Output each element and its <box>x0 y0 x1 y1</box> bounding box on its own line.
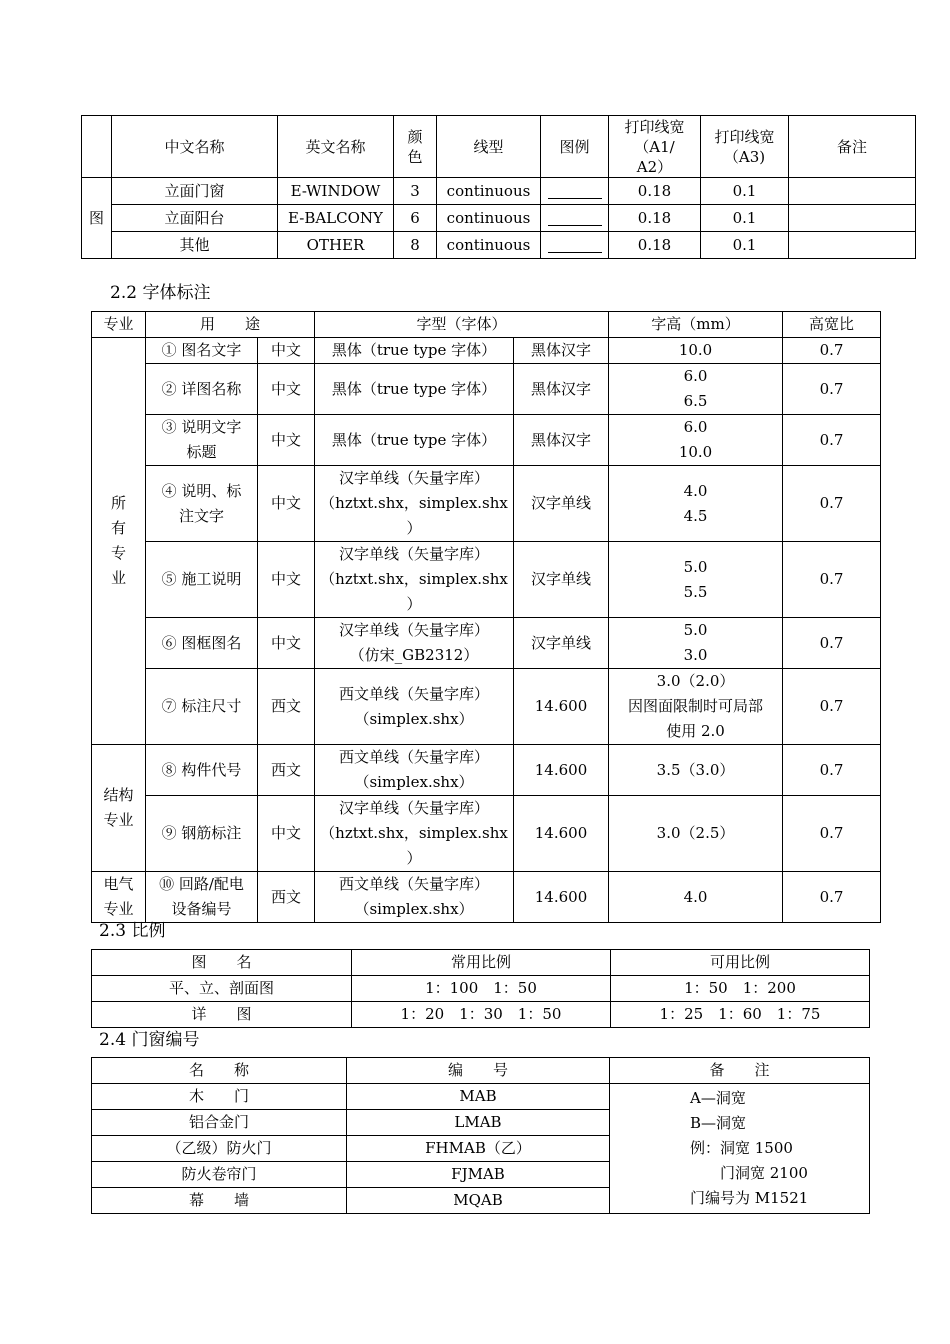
section-title-fonts: 2.2 字体标注 <box>110 283 211 303</box>
door-name-cell: 木 门 <box>92 1084 347 1110</box>
layer-width-a3: 0.1 <box>701 232 789 259</box>
door-name-cell: 幕 墙 <box>92 1188 347 1214</box>
usage-cell: ① 图名文字 <box>146 338 258 364</box>
header-name: 名 称 <box>92 1058 347 1084</box>
section-title-scale: 2.3 比例 <box>99 921 166 941</box>
height-cell: 3.5（3.0） <box>609 745 783 796</box>
font-type-cell: 14.600 <box>514 796 609 872</box>
usage-cell: ② 详图名称 <box>146 364 258 415</box>
ratio-cell: 0.7 <box>783 542 881 618</box>
layer-color: 6 <box>394 205 437 232</box>
lang-cell: 西文 <box>258 872 315 923</box>
font-type-cell: 黑体汉字 <box>514 364 609 415</box>
layer-remark <box>789 232 916 259</box>
usage-cell: ⑦ 标注尺寸 <box>146 669 258 745</box>
height-cell: 3.0（2.5） <box>609 796 783 872</box>
height-cell: 5.0 5.5 <box>609 542 783 618</box>
header-legend: 图例 <box>541 116 609 178</box>
font-type-cell: 黑体汉字 <box>514 338 609 364</box>
layer-en: E-BALCONY <box>278 205 394 232</box>
layer-linetype: continuous <box>437 232 541 259</box>
layer-legend <box>541 178 609 205</box>
usage-cell: ⑥ 图框图名 <box>146 618 258 669</box>
header-linetype: 线型 <box>437 116 541 178</box>
lang-cell: 中文 <box>258 338 315 364</box>
layer-legend <box>541 232 609 259</box>
font-cell: 汉字单线（矢量字库） （hztxt.shx，simplex.shx ） <box>315 466 514 542</box>
group-label: 图 <box>82 178 112 259</box>
common-scale-cell: 1：20 1：30 1：50 <box>352 1002 611 1028</box>
font-table <box>91 311 881 923</box>
layer-cn: 其他 <box>112 232 278 259</box>
door-code-cell: MAB <box>347 1084 610 1110</box>
font-type-cell: 汉字单线 <box>514 466 609 542</box>
header-width-a1a2: 打印线宽 （A1/ A2） <box>609 116 701 178</box>
drawing-name-cell: 平、立、剖面图 <box>92 976 352 1002</box>
door-table <box>91 1057 870 1214</box>
ratio-cell: 0.7 <box>783 364 881 415</box>
usage-cell: ⑤ 施工说明 <box>146 542 258 618</box>
font-type-cell: 黑体汉字 <box>514 415 609 466</box>
legend-line-icon <box>548 184 602 199</box>
ratio-cell: 0.7 <box>783 415 881 466</box>
height-cell: 6.0 6.5 <box>609 364 783 415</box>
common-scale-cell: 1：100 1：50 <box>352 976 611 1002</box>
layer-width-a1a2: 0.18 <box>609 232 701 259</box>
ratio-cell: 0.7 <box>783 618 881 669</box>
font-type-cell: 14.600 <box>514 669 609 745</box>
ratio-cell: 0.7 <box>783 872 881 923</box>
group-structure: 结构 专业 <box>92 745 146 872</box>
door-code-cell: FJMAB <box>347 1162 610 1188</box>
font-cell: 西文单线（矢量字库） （simplex.shx） <box>315 669 514 745</box>
font-type-cell: 14.600 <box>514 872 609 923</box>
ratio-cell: 0.7 <box>783 338 881 364</box>
font-type-cell: 汉字单线 <box>514 618 609 669</box>
door-name-cell: （乙级）防火门 <box>92 1136 347 1162</box>
layer-remark <box>789 178 916 205</box>
drawing-name-cell: 详 图 <box>92 1002 352 1028</box>
font-cell: 黑体（true type 字体） <box>315 415 514 466</box>
optional-scale-cell: 1：25 1：60 1：75 <box>611 1002 870 1028</box>
header-code: 编 号 <box>347 1058 610 1084</box>
header-optional-scale: 可用比例 <box>611 950 870 976</box>
ratio-cell: 0.7 <box>783 669 881 745</box>
layer-color: 3 <box>394 178 437 205</box>
ratio-cell: 0.7 <box>783 745 881 796</box>
usage-cell: ⑧ 构件代号 <box>146 745 258 796</box>
header-width-a3: 打印线宽 （A3) <box>701 116 789 178</box>
header-drawing-name: 图 名 <box>92 950 352 976</box>
lang-cell: 中文 <box>258 364 315 415</box>
height-cell: 4.0 4.5 <box>609 466 783 542</box>
height-cell: 4.0 <box>609 872 783 923</box>
lang-cell: 西文 <box>258 745 315 796</box>
usage-cell: ⑩ 回路/配电 设备编号 <box>146 872 258 923</box>
layer-cn: 立面门窗 <box>112 178 278 205</box>
header-en-name: 英文名称 <box>278 116 394 178</box>
font-type-cell: 汉字单线 <box>514 542 609 618</box>
lang-cell: 中文 <box>258 466 315 542</box>
group-electric: 电气 专业 <box>92 872 146 923</box>
empty-header-cell <box>82 116 112 178</box>
layer-remark <box>789 205 916 232</box>
height-cell: 5.0 3.0 <box>609 618 783 669</box>
header-major: 专业 <box>92 312 146 338</box>
usage-cell: ⑨ 钢筋标注 <box>146 796 258 872</box>
lang-cell: 中文 <box>258 796 315 872</box>
header-ratio: 高宽比 <box>783 312 881 338</box>
layer-table <box>81 115 916 259</box>
font-cell: 汉字单线（矢量字库） （仿宋_GB2312） <box>315 618 514 669</box>
height-cell: 10.0 <box>609 338 783 364</box>
group-all-majors: 所 有 专 业 <box>92 338 146 745</box>
layer-linetype: continuous <box>437 205 541 232</box>
section-title-doors: 2.4 门窗编号 <box>99 1030 200 1050</box>
height-cell: 6.0 10.0 <box>609 415 783 466</box>
font-type-cell: 14.600 <box>514 745 609 796</box>
layer-color: 8 <box>394 232 437 259</box>
header-common-scale: 常用比例 <box>352 950 611 976</box>
ratio-cell: 0.7 <box>783 796 881 872</box>
legend-line-icon <box>548 211 602 226</box>
layer-en: E-WINDOW <box>278 178 394 205</box>
layer-width-a3: 0.1 <box>701 205 789 232</box>
door-name-cell: 铝合金门 <box>92 1110 347 1136</box>
header-remark: 备注 <box>789 116 916 178</box>
font-cell: 西文单线（矢量字库） （simplex.shx） <box>315 872 514 923</box>
legend-line-icon <box>548 238 602 253</box>
lang-cell: 中文 <box>258 542 315 618</box>
door-code-cell: FHMAB（乙） <box>347 1136 610 1162</box>
font-cell: 西文单线（矢量字库） （simplex.shx） <box>315 745 514 796</box>
lang-cell: 西文 <box>258 669 315 745</box>
header-height: 字高（mm） <box>609 312 783 338</box>
door-name-cell: 防火卷帘门 <box>92 1162 347 1188</box>
font-cell: 汉字单线（矢量字库） （hztxt.shx，simplex.shx ） <box>315 542 514 618</box>
layer-width-a3: 0.1 <box>701 178 789 205</box>
font-cell: 黑体（true type 字体） <box>315 364 514 415</box>
scale-table <box>91 949 870 1028</box>
height-cell: 3.0（2.0） 因图面限制时可局部 使用 2.0 <box>609 669 783 745</box>
header-color: 颜 色 <box>394 116 437 178</box>
door-code-cell: MQAB <box>347 1188 610 1214</box>
layer-width-a1a2: 0.18 <box>609 178 701 205</box>
header-usage: 用 途 <box>146 312 315 338</box>
header-font: 字型（字体） <box>315 312 609 338</box>
layer-width-a1a2: 0.18 <box>609 205 701 232</box>
font-cell: 黑体（true type 字体） <box>315 338 514 364</box>
door-code-cell: LMAB <box>347 1110 610 1136</box>
optional-scale-cell: 1：50 1：200 <box>611 976 870 1002</box>
layer-en: OTHER <box>278 232 394 259</box>
header-note: 备 注 <box>610 1058 870 1084</box>
door-note-cell: A—洞宽 B—洞宽 例：洞宽 1500 门洞宽 2100 门编号为 M1521 <box>610 1084 870 1214</box>
usage-cell: ④ 说明、标 注文字 <box>146 466 258 542</box>
header-cn-name: 中文名称 <box>112 116 278 178</box>
usage-cell: ③ 说明文字 标题 <box>146 415 258 466</box>
layer-legend <box>541 205 609 232</box>
lang-cell: 中文 <box>258 618 315 669</box>
layer-linetype: continuous <box>437 178 541 205</box>
lang-cell: 中文 <box>258 415 315 466</box>
layer-cn: 立面阳台 <box>112 205 278 232</box>
ratio-cell: 0.7 <box>783 466 881 542</box>
font-cell: 汉字单线（矢量字库） （hztxt.shx，simplex.shx ） <box>315 796 514 872</box>
